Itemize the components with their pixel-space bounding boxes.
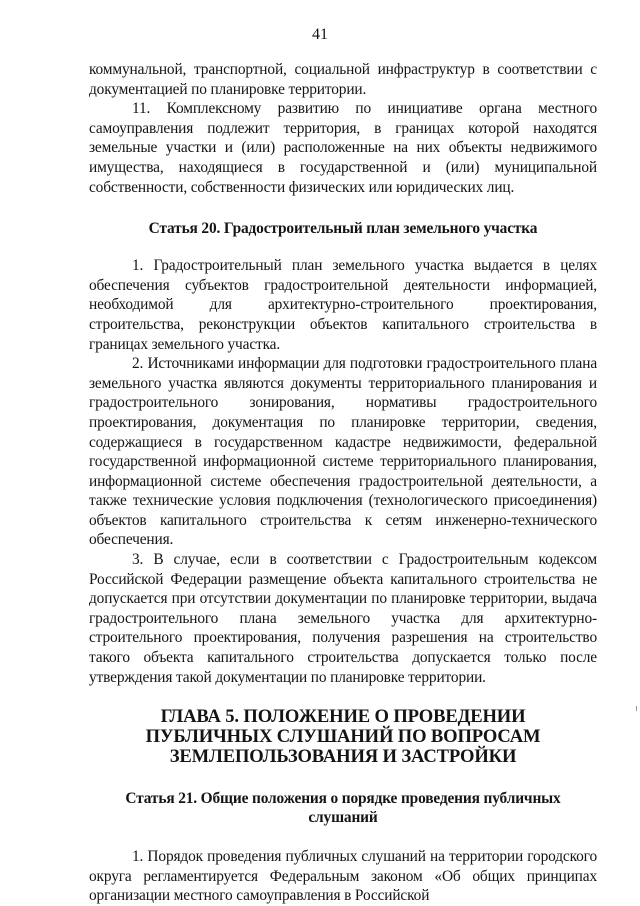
paragraph-item-11: 11. Комплексному развитию по инициативе органа местного самоуправления подлежит территория, в границах которой находятся земельные участки и (или) расположенные на них объекты недвижимого имущества, находящиеся в государственной и (или) муниципальной собственности, собственности физических или юридических лиц. [89, 100, 597, 196]
article-21-heading: Статья 21. Общие положения о порядке проведения публичных слушаний [125, 790, 561, 827]
article-21-paragraph-1: 1. Порядок проведения публичных слушаний на территории городского округа регламентируется Федеральным законом «Об общих принципах организации местного самоуправления в Российской [89, 848, 597, 905]
page-number: 41 [312, 26, 328, 43]
article-20-paragraph-1: 1. Градостроительный план земельного участка выдается в целях обеспечения субъектов градостроительной деятельности информацией, необходимой для архитектурно-строительного проектирования, строительства, реконструкции объектов капитального строительства в границах земельного участка. [89, 257, 597, 353]
scan-artifact-mark [636, 706, 637, 711]
chapter-5-heading: ГЛАВА 5. ПОЛОЖЕНИЕ О ПРОВЕДЕНИИ ПУБЛИЧНЫХ СЛУШАНИЙ ПО ВОПРОСАМ ЗЕМЛЕПОЛЬЗОВАНИЯ И ЗАСТРОЙКИ [145, 706, 541, 768]
document-body [89, 60, 597, 906]
article-20-heading: Статья 20. Градостроительный план земельного участка [148, 220, 538, 238]
article-20-paragraph-3: 3. В случае, если в соответствии с Градостроительным кодексом Российской Федерации размещение объекта капитального строительства не допускается при отсутствии документации по планировке территории, выдача градостроительного плана земельного участка для архитектурно-строительного проектирования, получения разрешения на строительство такого объекта капитального строительства допускается только после утверждения такой документации по планировке территории. [89, 551, 597, 686]
paragraph-continuation: коммунальной, транспортной, социальной инфраструктур в соответствии с документацией по планировке территории. [89, 61, 597, 98]
article-20-paragraph-2: 2. Источниками информации для подготовки градостроительного плана земельного участка являются документы территориального планирования и градостроительного зонирования, нормативы градостроительного проектирования, документация по планировке территории, сведения, содержащиеся в государственном кадастре недвижимости, федеральной государственной информационной системе территориального планирования, информационной системе обеспечения градостроительной деятельности, а также технические условия подключения (технологического присоединения) объектов капитального строительства к сетям инженерно-технического обеспечения. [89, 355, 597, 549]
